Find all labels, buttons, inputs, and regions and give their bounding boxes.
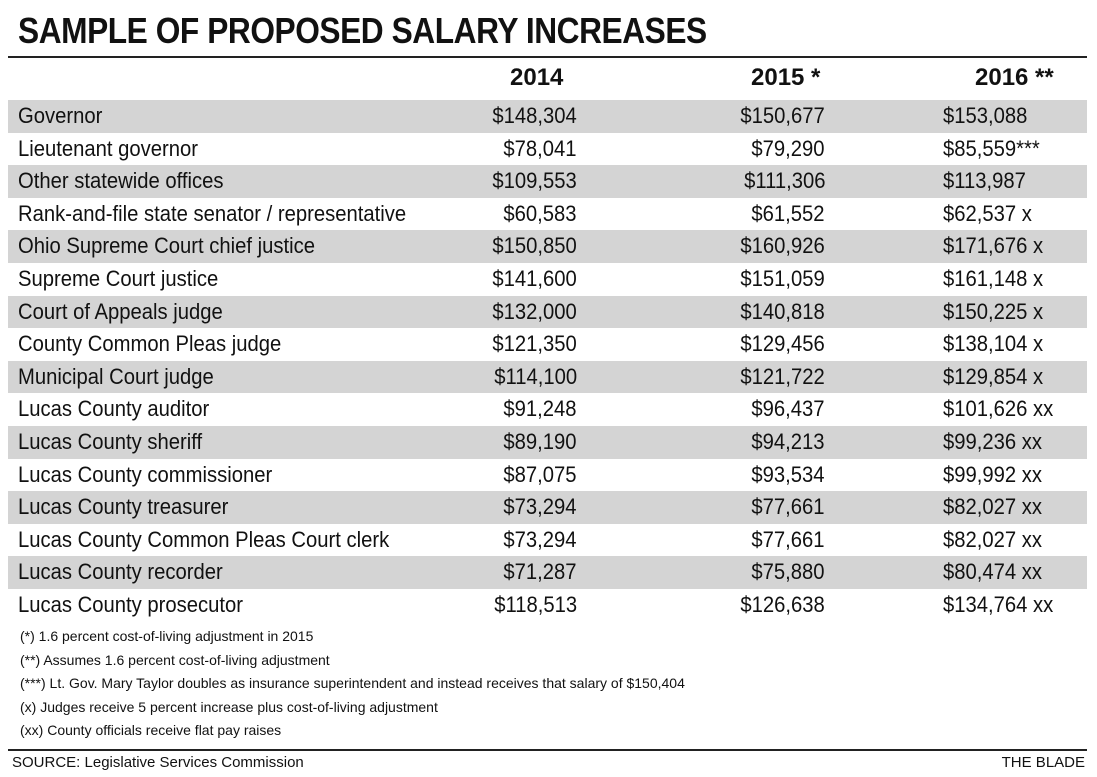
row-label: Lucas County auditor [18, 396, 210, 422]
value-2016: $101,626 xx [943, 396, 1054, 422]
column-header-row [8, 64, 1087, 100]
row-label: Other statewide offices [18, 168, 224, 194]
value-2015: $61,552 [751, 200, 825, 226]
value-2014: $73,294 [503, 526, 577, 552]
value-2015: $111,306 [743, 168, 825, 194]
source-credit: SOURCE: Legislative Services Commission [12, 754, 304, 771]
value-2014: $71,287 [503, 559, 577, 585]
value-2014: $73,294 [503, 494, 577, 520]
value-2014: $121,350 [492, 331, 577, 357]
value-2016: $62,537 x [943, 200, 1032, 226]
row-label: Lucas County Common Pleas Court clerk [18, 526, 390, 552]
table-row [8, 263, 1087, 296]
value-2016: $82,027 xx [943, 526, 1043, 552]
row-label: Lucas County commissioner [18, 461, 273, 487]
value-2014: $141,600 [492, 265, 577, 291]
footnote: (*) 1.6 percent cost-of-living adjustment in 2015 [20, 628, 314, 644]
row-label: Governor [18, 103, 103, 128]
value-2015: $94,213 [751, 428, 825, 454]
value-2016: $134,764 xx [943, 591, 1054, 617]
table-row [8, 491, 1087, 524]
table-row [8, 361, 1087, 394]
value-2016: $150,225 x [943, 298, 1044, 324]
value-2015: $121,722 [740, 363, 825, 389]
table-row [8, 133, 1087, 166]
value-2015: $129,456 [740, 331, 825, 357]
row-label: Lucas County recorder [18, 559, 223, 585]
row-label: County Common Pleas judge [18, 331, 282, 357]
column-header-2015: 2015 * [751, 64, 821, 91]
value-2016: $82,027 xx [943, 494, 1043, 520]
value-2014: $148,304 [492, 103, 577, 128]
row-label: Court of Appeals judge [18, 298, 223, 324]
footnote: (***) Lt. Gov. Mary Taylor doubles as insurance superintendent and instead receives that salary of $150,404 [20, 675, 685, 691]
table-row [8, 524, 1087, 557]
value-2014: $132,000 [492, 298, 577, 324]
row-label: Lucas County treasurer [18, 494, 229, 520]
value-2014: $91,248 [503, 396, 577, 422]
table-row [8, 556, 1087, 589]
salary-table-graphic [8, 6, 1087, 769]
value-2015: $77,661 [751, 494, 825, 520]
footnote: (x) Judges receive 5 percent increase plus cost-of-living adjustment [20, 698, 438, 715]
table-row [8, 198, 1087, 231]
value-2014: $150,850 [492, 233, 577, 259]
value-2014: $60,583 [503, 200, 577, 226]
table-row [8, 230, 1087, 263]
table-row [8, 328, 1087, 361]
row-label: Lucas County prosecutor [18, 591, 244, 617]
value-2016: $80,474 xx [943, 559, 1043, 585]
value-2015: $77,661 [751, 526, 825, 552]
publisher-credit: THE BLADE [1001, 754, 1085, 771]
value-2016: $138,104 x [943, 331, 1044, 357]
table-row [8, 459, 1087, 492]
table-row [8, 589, 1087, 622]
value-2015: $96,437 [751, 396, 825, 422]
table-row [8, 100, 1087, 133]
table-row [8, 165, 1087, 198]
value-2015: $151,059 [740, 265, 825, 291]
value-2014: $114,100 [494, 363, 577, 389]
row-label: Ohio Supreme Court chief justice [18, 233, 316, 259]
row-label: Lieutenant governor [18, 135, 199, 161]
value-2015: $93,534 [751, 461, 825, 487]
footnotes [20, 625, 685, 743]
footnote: (xx) County officials receive flat pay raises [20, 722, 282, 738]
value-2015: $160,926 [740, 233, 825, 259]
value-2016: $99,992 xx [943, 461, 1043, 487]
value-2016: $99,236 xx [943, 428, 1043, 454]
table-body [8, 100, 1087, 622]
value-2015: $140,818 [740, 298, 825, 324]
column-header-2014: 2014 [510, 64, 564, 91]
value-2015: $79,290 [751, 135, 825, 161]
row-label: Municipal Court judge [18, 363, 214, 389]
value-2015: $150,677 [740, 103, 825, 128]
value-2014: $89,190 [503, 428, 577, 454]
value-2016: $171,676 x [943, 233, 1044, 259]
table-title: SAMPLE OF PROPOSED SALARY INCREASES [18, 10, 707, 51]
value-2015: $126,638 [740, 591, 825, 617]
value-2016: $161,148 x [943, 265, 1044, 291]
table-row [8, 393, 1087, 426]
top-rule [8, 56, 1087, 58]
value-2014: $78,041 [503, 135, 577, 161]
value-2014: $118,513 [494, 591, 577, 617]
table-row [8, 296, 1087, 329]
value-2016: $129,854 x [943, 363, 1044, 389]
value-2014: $109,553 [492, 168, 577, 194]
row-label: Lucas County sheriff [18, 428, 203, 454]
column-header-2016: 2016 ** [975, 64, 1054, 91]
value-2016: $85,559*** [943, 135, 1040, 161]
table-row [8, 426, 1087, 459]
value-2014: $87,075 [503, 461, 577, 487]
value-2016: $113,987 [943, 168, 1026, 194]
row-label: Supreme Court justice [18, 265, 219, 291]
value-2016: $153,088 [943, 103, 1028, 128]
row-label: Rank-and-file state senator / representative [18, 200, 407, 226]
value-2015: $75,880 [751, 559, 825, 585]
bottom-rule [8, 749, 1087, 751]
footnote: (**) Assumes 1.6 percent cost-of-living adjustment [20, 651, 330, 668]
